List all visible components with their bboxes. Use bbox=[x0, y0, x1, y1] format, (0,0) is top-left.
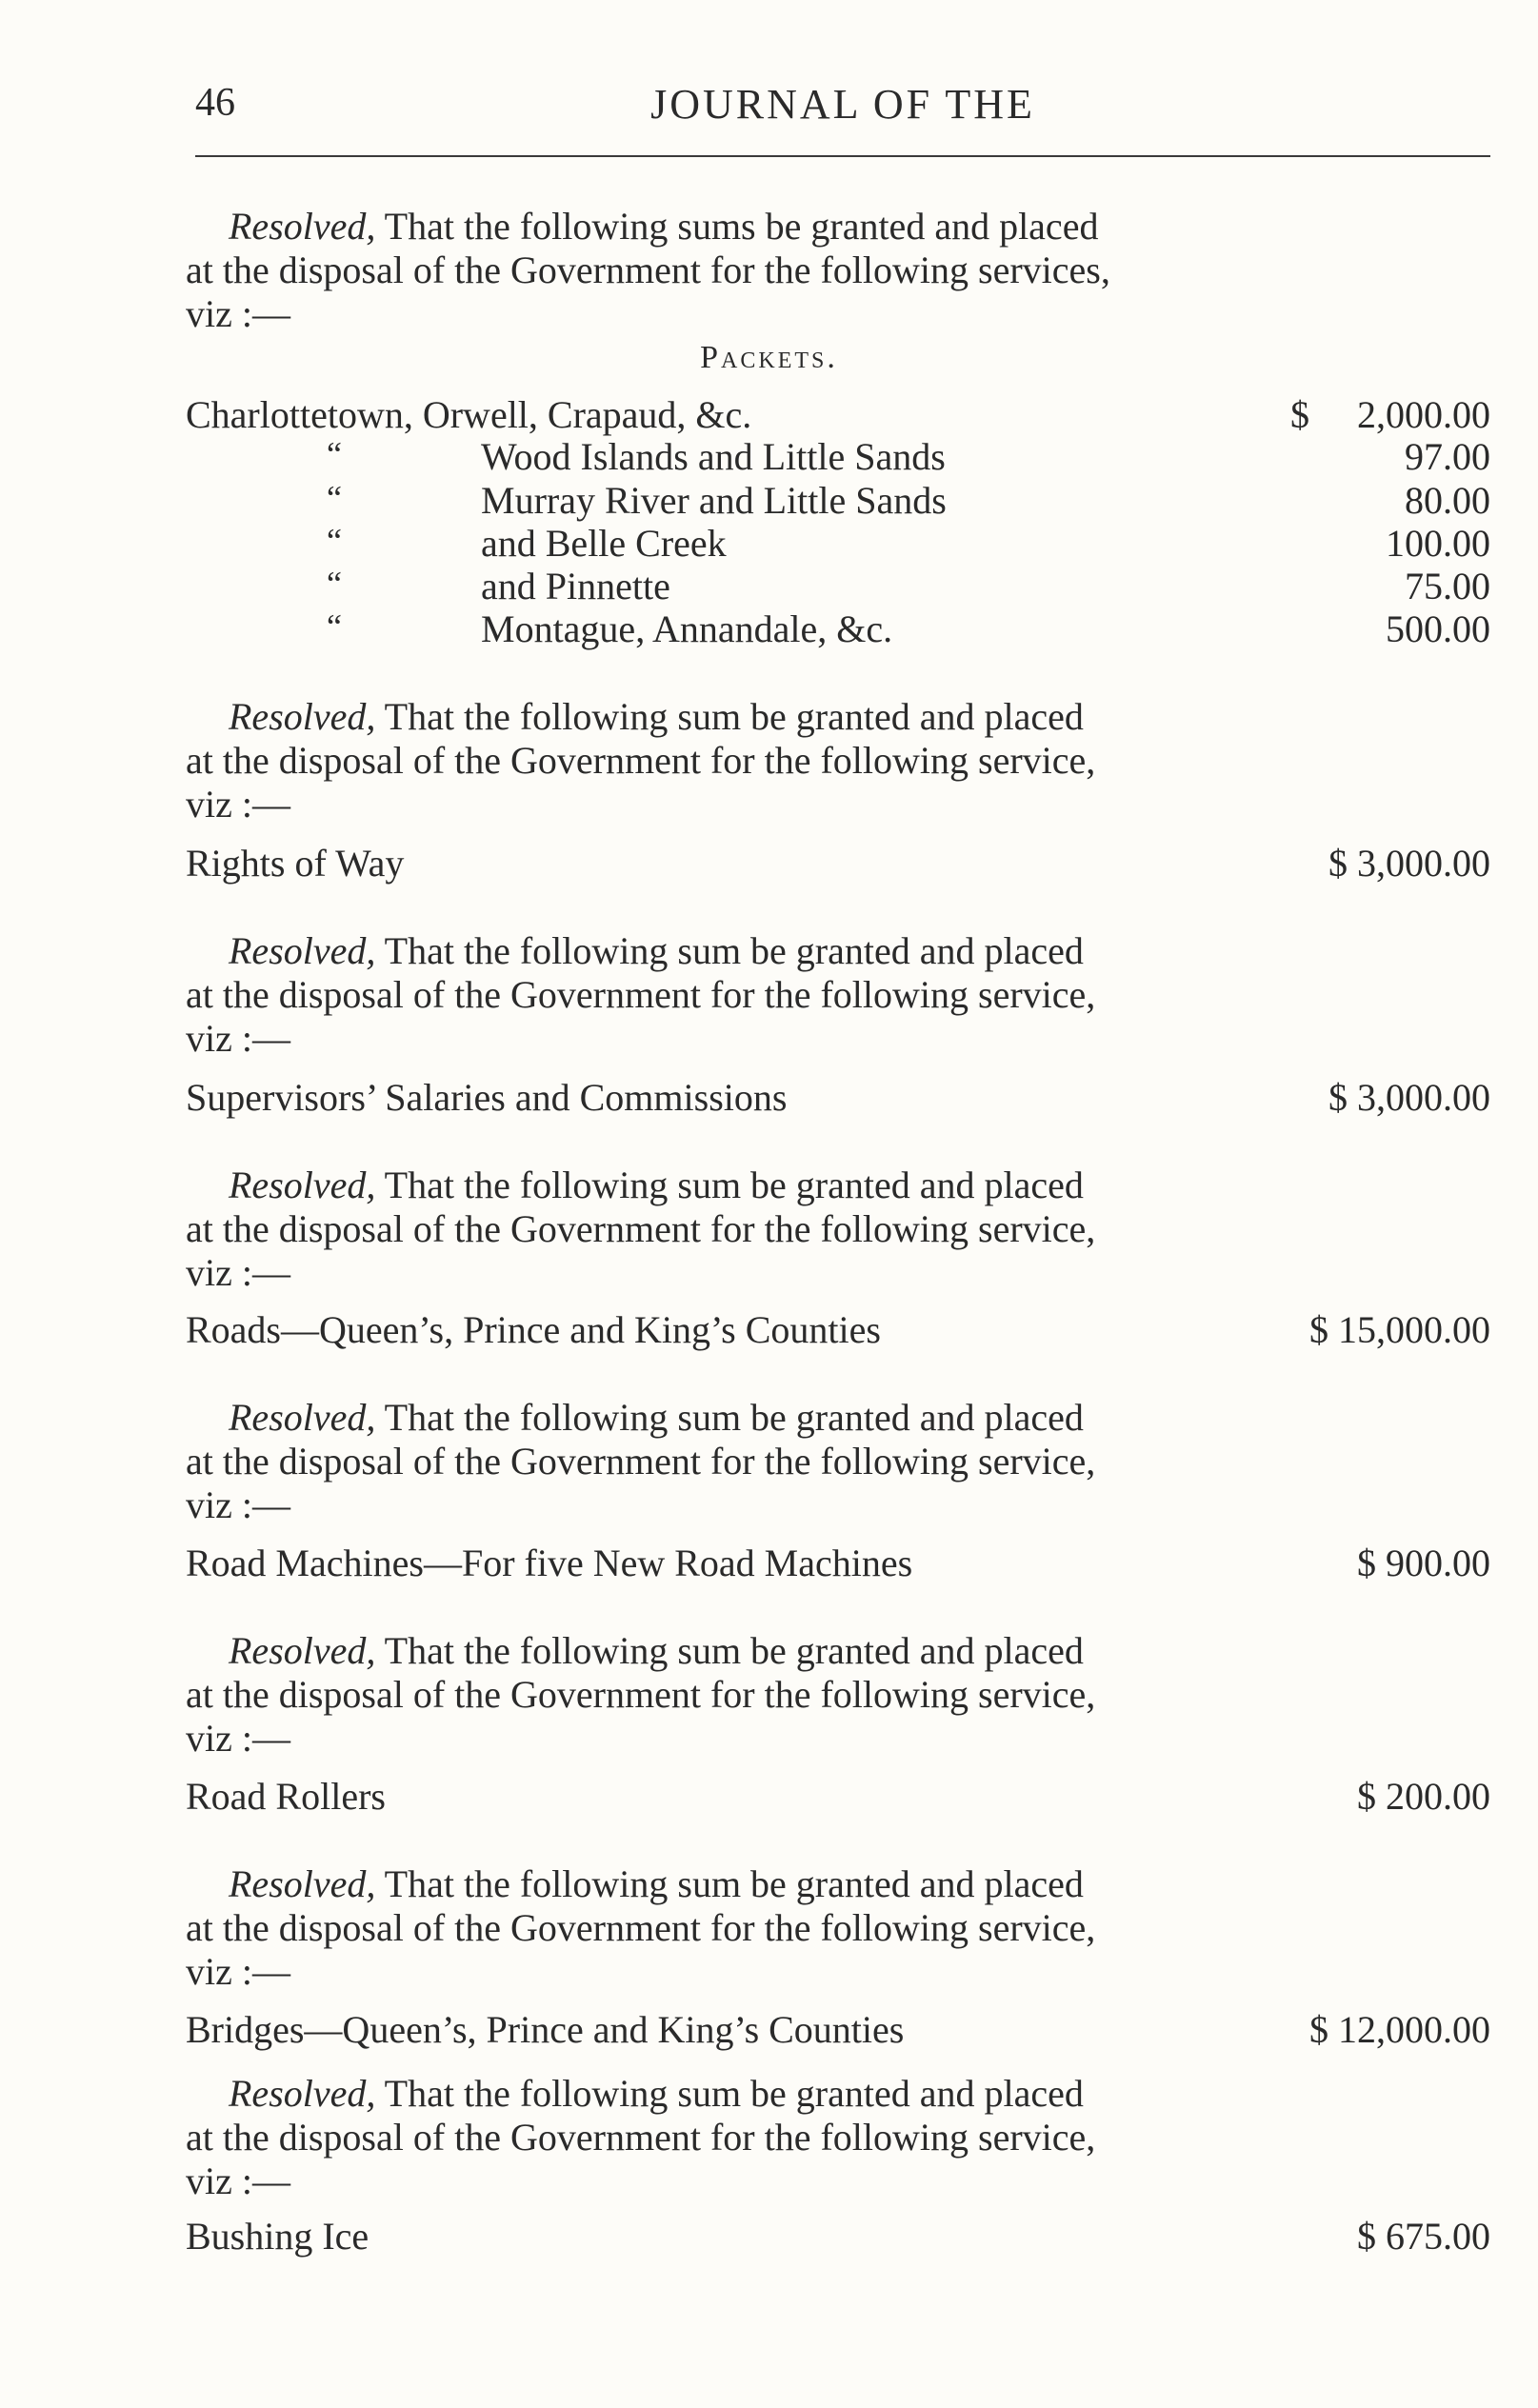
grant-amount: $ 3,000.00 bbox=[1328, 1076, 1490, 1119]
resolution-line: Resolved, That the following sums be granted and placed bbox=[229, 205, 1099, 248]
packet-place: Wood Islands and Little Sands bbox=[481, 435, 946, 478]
resolved-lead: Resolved, bbox=[229, 205, 376, 248]
packet-amount: 2,000.00 bbox=[1357, 393, 1490, 436]
grant-amount: $ 12,000.00 bbox=[1309, 2008, 1490, 2051]
grant-item bbox=[186, 2214, 1490, 2258]
grant-label: Bushing Ice bbox=[186, 2215, 370, 2258]
packet-row bbox=[186, 521, 1490, 565]
grant-label: Bridges—Queen’s, Prince and King’s Counties bbox=[186, 2008, 905, 2051]
packet-amount: 80.00 bbox=[1405, 479, 1490, 522]
packet-place: Montague, Annandale, &c. bbox=[481, 607, 893, 650]
grant-item bbox=[186, 1307, 1490, 1351]
ditto-mark: “ bbox=[327, 522, 342, 560]
resolution-text: Resolved, That the following sum be granted and placed at the disposal of the Government for the following service, viz :— bbox=[186, 1629, 1096, 1760]
resolved-lead: Resolved, bbox=[229, 1396, 376, 1439]
packet-amount: 97.00 bbox=[1405, 435, 1490, 478]
grant-label: Road Rollers bbox=[186, 1775, 386, 1818]
dollar-sign: $ bbox=[1290, 393, 1309, 436]
packet-amount: 75.00 bbox=[1405, 565, 1490, 607]
packet-row bbox=[186, 478, 1490, 522]
packets-heading: Packets. bbox=[700, 340, 838, 375]
packet-place: Charlottetown, Orwell, Crapaud, &c. bbox=[186, 393, 752, 436]
resolution-line: viz :— bbox=[186, 292, 290, 335]
resolution-text: Resolved, That the following sum be granted and placed at the disposal of the Government for the following service, viz :— bbox=[186, 1862, 1096, 1993]
packet-row bbox=[186, 434, 1490, 478]
resolution-text: Resolved, That the following sum be granted and placed at the disposal of the Government for the following service, viz :— bbox=[186, 695, 1096, 826]
packet-row bbox=[186, 564, 1490, 607]
resolution-packets-text bbox=[186, 205, 1281, 336]
resolution-text: Resolved, That the following sum be granted and placed at the disposal of the Government for the following service, viz :— bbox=[186, 1164, 1096, 1294]
packet-place: Murray River and Little Sands bbox=[481, 479, 947, 522]
ditto-mark: “ bbox=[327, 607, 342, 646]
grant-amount: $ 675.00 bbox=[1357, 2215, 1490, 2258]
packet-row bbox=[186, 392, 1490, 436]
ditto-mark: “ bbox=[327, 435, 342, 473]
header-rule bbox=[195, 155, 1490, 157]
grant-label: Supervisors’ Salaries and Commissions bbox=[186, 1076, 788, 1119]
ditto-mark: “ bbox=[327, 565, 342, 603]
grant-label: Rights of Way bbox=[186, 842, 405, 885]
grant-amount: $ 200.00 bbox=[1357, 1775, 1490, 1818]
grant-amount: $ 3,000.00 bbox=[1328, 842, 1490, 885]
resolved-lead: Resolved, bbox=[229, 1629, 376, 1672]
resolved-lead: Resolved, bbox=[229, 1164, 376, 1206]
page-header bbox=[195, 80, 1490, 137]
resolution-text: Resolved, That the following sum be granted and placed at the disposal of the Government for the following service, viz :— bbox=[186, 1396, 1096, 1526]
packet-row bbox=[186, 607, 1490, 650]
grant-item bbox=[186, 1541, 1490, 1584]
resolution-text: Resolved, That the following sum be granted and placed at the disposal of the Government for the following service, viz :— bbox=[186, 2072, 1096, 2202]
grant-label: Road Machines—For five New Road Machines bbox=[186, 1542, 913, 1584]
grant-item bbox=[186, 1075, 1490, 1119]
resolved-lead: Resolved, bbox=[229, 695, 376, 738]
resolved-lead: Resolved, bbox=[229, 2072, 376, 2115]
grant-amount: $ 15,000.00 bbox=[1309, 1308, 1490, 1351]
grant-amount: $ 900.00 bbox=[1357, 1542, 1490, 1584]
resolution-line: at the disposal of the Government for the following services, bbox=[186, 249, 1110, 291]
ditto-mark: “ bbox=[327, 479, 342, 517]
packet-place: and Pinnette bbox=[481, 565, 670, 607]
packet-amount: 100.00 bbox=[1386, 522, 1490, 565]
grant-item bbox=[186, 1774, 1490, 1818]
resolution-text: Resolved, That the following sum be granted and placed at the disposal of the Government for the following service, viz :— bbox=[186, 929, 1096, 1060]
page-number: 46 bbox=[195, 81, 235, 125]
grant-label: Roads—Queen’s, Prince and King’s Counties bbox=[186, 1308, 881, 1351]
grant-item bbox=[186, 841, 1490, 885]
resolved-lead: Resolved, bbox=[229, 929, 376, 972]
running-title: JOURNAL OF THE bbox=[650, 81, 1035, 128]
grant-item bbox=[186, 2007, 1490, 2051]
resolved-lead: Resolved, bbox=[229, 1862, 376, 1905]
packet-place: and Belle Creek bbox=[481, 522, 727, 565]
packet-amount: 500.00 bbox=[1386, 607, 1490, 650]
